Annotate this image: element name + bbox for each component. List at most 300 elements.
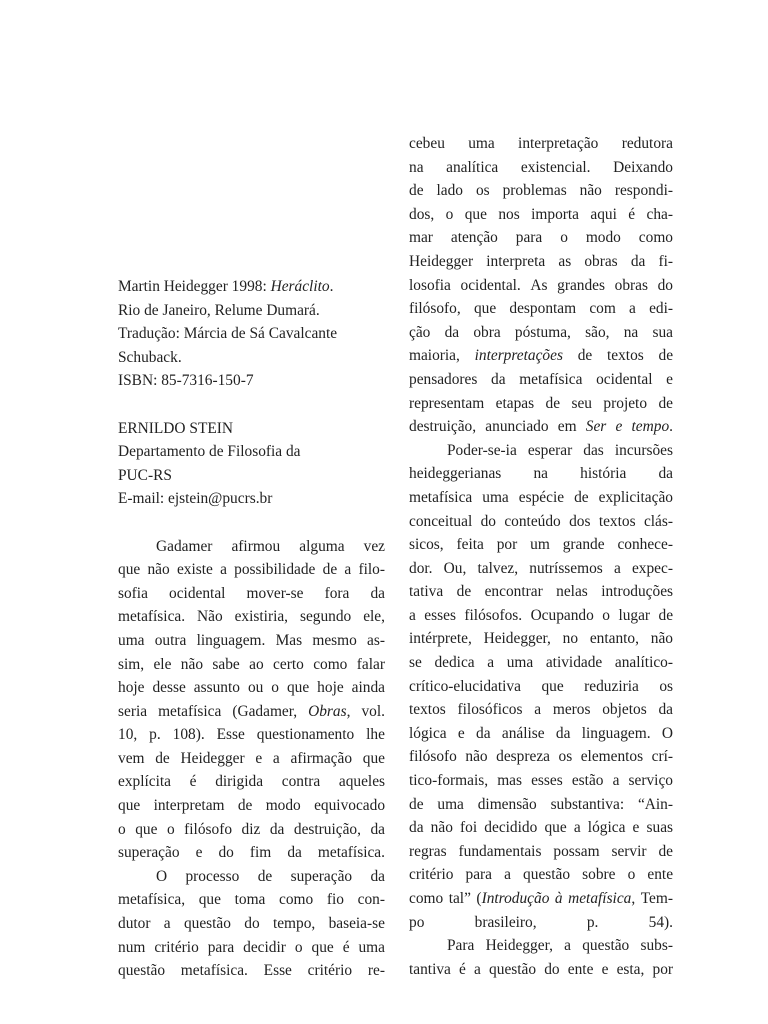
author-email: E-mail: ejstein@pucrs.br [118,490,273,508]
word: assunto [193,679,240,697]
text-line [409,887,673,911]
word: aqui [590,205,617,223]
word: de [237,797,253,815]
word: os [558,748,573,766]
word-gap [350,700,361,724]
word: dos [569,512,591,530]
word: de [456,583,472,601]
text-line [118,888,385,912]
word: e [632,819,640,837]
word-gap [616,863,628,887]
reference-line-1 [118,275,385,299]
word: a [220,561,227,579]
word: Heidegger [180,749,245,767]
word: a [409,606,416,624]
word-gap [463,179,476,203]
text-line [118,818,385,842]
word: estão [571,772,604,790]
word-gap [352,959,368,983]
word-gap [495,132,518,156]
word: que [286,679,310,697]
word-gap [351,605,363,629]
word-gap [629,934,640,958]
word: fundamentais [458,842,542,860]
word: despontam [509,300,577,318]
word-gap [225,794,238,818]
word-gap [147,700,158,724]
word: toma [234,891,266,909]
word-gap [579,203,590,227]
word-gap [647,840,659,864]
reference-title: Heráclito [270,278,330,295]
word-gap [337,558,344,582]
text-line [409,462,673,486]
reference-translator-cont: Schuback. [118,348,182,366]
word: aqueles [338,773,386,791]
word-gap [205,723,217,747]
word: crí- [651,748,673,766]
word-gap [509,486,519,510]
word: possibilidade [234,561,316,579]
word-gap [466,958,474,982]
word: analítico- [614,654,674,672]
word: sim, [118,655,145,673]
word-gap [464,793,478,817]
word: filósofo [409,748,457,766]
word-gap [648,274,658,298]
text-line [409,958,673,982]
word-gap [518,557,529,581]
word: lógica [587,819,626,837]
word-gap [492,863,504,887]
word: da [370,820,385,838]
word: hoje [118,679,145,697]
word-gap [212,535,231,559]
word-gap [265,629,275,653]
word-gap [433,557,444,581]
word: grande [562,536,605,554]
text-line [118,700,385,724]
text-line [409,793,673,817]
word-gap [175,818,185,842]
word-gap [598,132,621,156]
word-gap [481,958,489,982]
word: de [658,394,673,412]
word-gap [563,769,572,793]
word: o [294,938,303,956]
word: esta, [616,960,645,978]
word: incursões [614,441,673,459]
word-gap [309,676,317,700]
word: que [118,797,141,815]
word: com [589,300,616,318]
word: o [602,606,610,624]
word: existiria, [234,608,289,626]
text-line [409,203,673,227]
word: Ou, [443,559,467,577]
text-line [409,132,673,156]
word: e [255,749,263,767]
word: Deixando [613,158,673,176]
word: à [554,890,563,907]
word: fora [324,584,350,602]
word-gap [245,723,257,747]
word: expec- [631,559,673,577]
word-gap [477,368,491,392]
word: a [272,749,280,767]
word: como [279,891,314,909]
word: Esse [216,726,245,744]
text-line [409,415,673,439]
word-gap [520,203,531,227]
text-line [409,911,673,935]
word: sicos, [409,536,444,554]
word: outra [154,631,187,649]
author-institution: PUC-RS [118,466,172,484]
word: por [652,960,674,978]
word: de [409,182,424,200]
word-gap [148,582,169,606]
word-gap [592,392,603,416]
word: da [444,323,460,341]
word: de [257,867,273,885]
word-gap [610,604,618,628]
word: seu [571,394,592,412]
right-column [409,132,673,981]
text-line [409,156,673,180]
word: filo- [358,561,385,579]
word: o [166,820,175,838]
word: conteúdo [504,512,561,530]
word: de [409,795,424,813]
word: analítica [446,158,499,176]
text-line [409,179,673,203]
word-gap [213,558,220,582]
word-gap [522,604,530,628]
left-body-text [118,535,385,983]
word-gap [517,439,528,463]
word-gap [422,651,435,675]
word-gap [639,675,659,699]
word-gap [203,653,212,677]
word: dedica [434,654,475,672]
word-gap [280,535,299,559]
word: a [613,559,621,577]
word-gap [460,344,475,368]
word: a [504,866,511,884]
word-gap [561,510,569,534]
word: ainda [351,679,385,697]
text-line [409,344,673,368]
text-line [409,486,673,510]
word: que [362,749,385,767]
word: o [118,820,126,838]
text-line [409,769,673,793]
word-gap [457,745,466,769]
word: critério [154,938,199,956]
word: e [666,370,673,388]
word: a [564,937,571,955]
word: lógica [409,724,447,742]
word-gap [626,462,658,486]
word: de [658,842,673,860]
word: feita [456,536,484,554]
word-gap [302,629,312,653]
word-gap [262,747,273,771]
word-gap [447,840,459,864]
word: uma [482,488,509,506]
line-text: . [669,418,673,436]
text-line [409,439,673,463]
word: introduções [601,583,674,601]
word: decidido [484,819,538,837]
word-gap [472,486,482,510]
word: textos [598,512,636,530]
word-gap [453,816,460,840]
word-gap [498,156,521,180]
reference-translation: Tradução: Márcia de Sá Cavalcante [118,325,338,343]
word-gap [165,959,181,983]
word: não [180,655,204,673]
word: Tem- [640,890,673,907]
text-line [409,510,673,534]
word-gap [594,604,602,628]
word: certo [273,655,304,673]
word-gap [284,818,294,842]
word-gap [644,958,652,982]
word: modo [265,797,301,815]
word: ele [153,655,172,673]
word: Obras [308,702,347,720]
word-gap [186,676,194,700]
word-gap [534,392,545,416]
word: que [541,677,564,695]
word: obras [614,276,648,294]
word-gap [344,676,352,700]
word: não [465,748,488,766]
word: ao [249,655,264,673]
reference-title-period: . [329,278,334,295]
word: serviço [628,772,673,790]
word: ocidental [596,370,653,388]
word: não [147,561,170,579]
word: As [530,276,548,294]
word: p. [149,726,161,744]
word-gap [472,627,484,651]
word: decidir [243,938,286,956]
word: que [311,938,334,956]
word-gap [248,959,264,983]
word-gap [151,912,164,936]
word-gap [533,651,546,675]
word-gap [456,604,464,628]
word: o [627,866,636,884]
word: atenção [450,229,498,247]
text-line [118,676,385,700]
word: é [189,773,197,791]
word-gap [240,676,248,700]
word: de [574,488,589,506]
word: sofia [118,584,148,602]
word: fio [326,891,344,909]
word: Heidegger, [483,630,551,648]
word: dimensão [477,795,537,813]
word: questão [582,937,630,955]
word: o [560,229,568,247]
word: da [409,819,424,837]
reference-publisher: Rio de Janeiro, Relume Dumará. [118,301,320,319]
word-gap [498,226,516,250]
word: ção [409,323,431,341]
word-gap [445,132,468,156]
word-gap [651,722,662,746]
word-gap [466,557,477,581]
word-gap [199,936,208,960]
word: nutríssemos [529,559,603,577]
word-gap [537,793,551,817]
word: entanto, [589,630,639,648]
word: O [661,724,673,742]
word: objetos [602,701,647,719]
word-gap [567,816,574,840]
text-line [409,580,673,604]
word: sabe [212,655,240,673]
word: metafísica [158,702,222,720]
word: critério [409,866,454,884]
word: as- [367,631,385,649]
text-line [409,297,673,321]
word-gap [636,297,649,321]
word: alguma [299,537,345,555]
word: e [601,960,609,978]
word: pensadores [409,370,478,388]
word: atividade [545,654,603,672]
word: como [409,890,444,907]
word: interpreta [486,252,546,270]
word: do [480,512,496,530]
word-gap [145,936,154,960]
word: 10, [118,726,138,744]
word-gap [638,321,652,345]
word: do [544,960,560,978]
word: de [322,561,338,579]
word-gap [548,462,580,486]
word-gap [590,510,598,534]
word: uma [506,654,534,672]
word-gap [357,629,367,653]
word-gap [650,604,658,628]
word-gap [603,557,614,581]
word-gap [223,605,235,629]
word: metafísica [568,890,632,907]
word: , [631,890,636,907]
word: tativa [409,583,444,601]
word: o [445,205,454,223]
word-gap [304,653,313,677]
reference-author-year: Martin Heidegger 1998: [118,278,271,295]
word-gap [334,936,343,960]
word: linguagem. [581,724,651,742]
text-line [118,629,385,653]
word: para [465,866,493,884]
word: os [475,182,490,200]
word: projeto [603,394,648,412]
word: a [163,915,171,933]
word-gap [578,627,590,651]
word: Ocupando [530,606,594,624]
word-gap [523,698,535,722]
word-gap [522,769,531,793]
word: crítico-elucidativa [409,677,521,695]
word: despreza [496,748,550,766]
word: (Gadamer, [232,702,298,720]
word: substantiva: [550,795,625,813]
word-gap [260,818,270,842]
word-gap [288,605,300,629]
word: modo [585,229,621,247]
word-gap [361,818,371,842]
word: textos [409,701,446,719]
word-gap [563,344,578,368]
word-gap [602,179,615,203]
text-line [409,392,673,416]
word-gap [568,226,586,250]
word: metafísica [409,488,473,506]
word: nos [498,205,520,223]
word: questão [523,866,571,884]
word-gap [451,274,461,298]
word-gap [541,698,553,722]
word: baseia-se [328,915,385,933]
word-gap [240,653,249,677]
word-gap [303,936,312,960]
word: que [464,205,487,223]
word-gap [494,651,507,675]
word: a [534,701,542,719]
word: do [244,915,260,933]
word-gap [465,722,476,746]
word: foi [460,819,478,837]
word-gap [186,629,196,653]
word-gap [610,321,624,345]
word-gap [484,392,495,416]
word-gap [304,582,325,606]
word: edi- [649,300,674,318]
text-line [118,770,385,794]
word-gap [548,274,558,298]
word-gap [564,675,584,699]
word: questão [183,915,231,933]
text-line [409,698,673,722]
word-gap [260,912,273,936]
text-line [409,321,673,345]
word: da [269,820,285,838]
word: metafísica. [118,608,186,626]
word: que [135,820,158,838]
word: da [476,724,491,742]
text-line [118,936,385,960]
word: vem [118,749,145,767]
word: ente [647,866,674,884]
book-reference [118,275,385,393]
word: re- [367,962,385,980]
word-gap [501,321,515,345]
word: desse [152,679,186,697]
word-gap [221,700,232,724]
word: esses [531,772,563,790]
word-gap [424,156,447,180]
word: cha- [646,205,673,223]
